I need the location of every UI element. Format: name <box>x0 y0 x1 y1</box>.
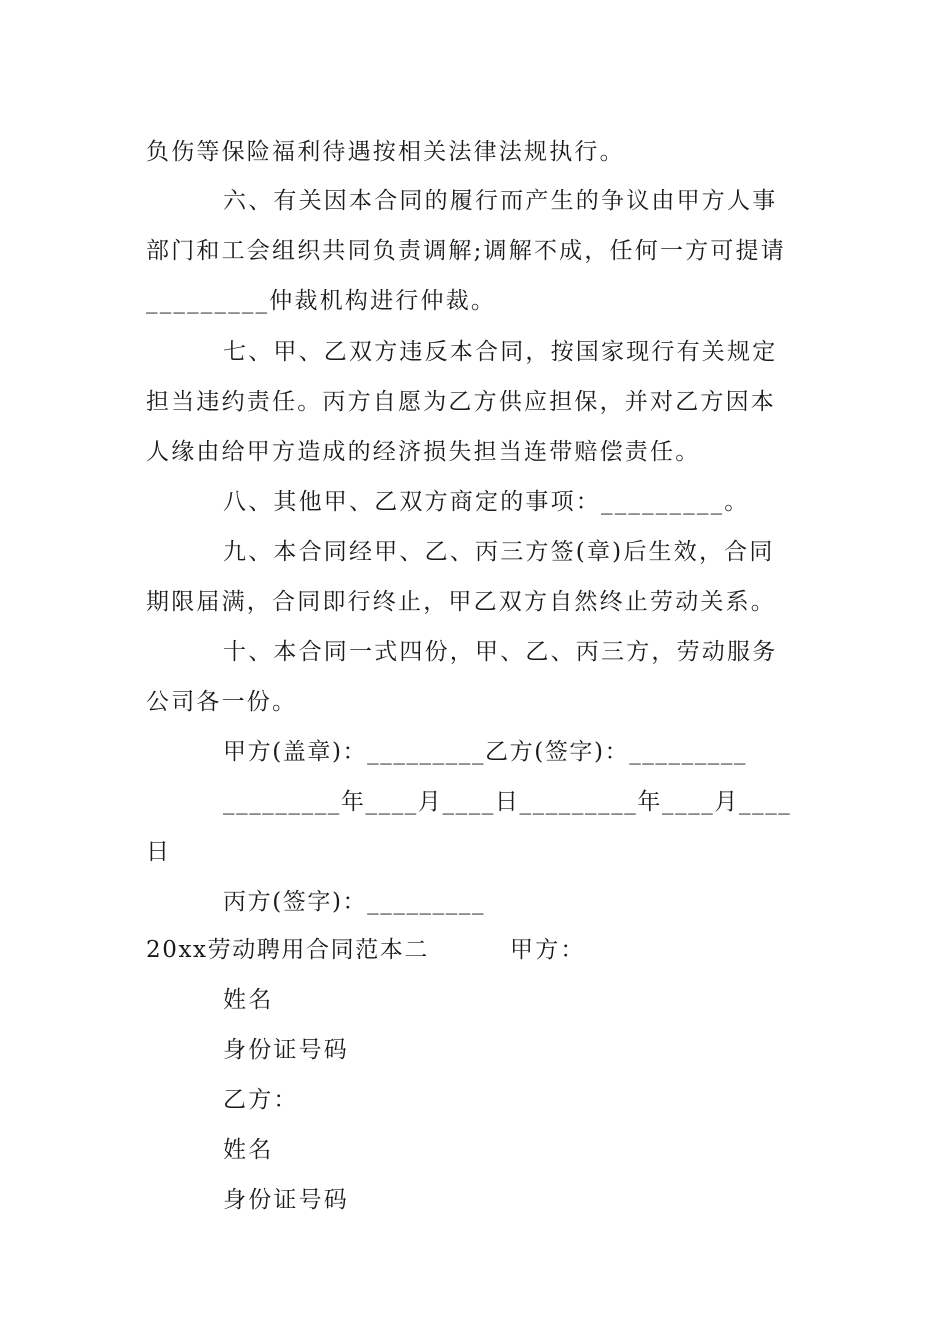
paragraph-line: 公司各一份。 <box>146 689 298 715</box>
clause-seven-line: 七、甲、乙双方违反本合同，按国家现行有关规定 <box>223 339 778 365</box>
paragraph-line: 期限届满，合同即行终止，甲乙双方自然终止劳动关系。 <box>146 589 776 615</box>
clause-six-line: 六、有关因本合同的履行而产生的争议由甲方人事 <box>223 188 778 214</box>
party-b-id-label: 身份证号码 <box>223 1187 349 1213</box>
party-b-label: 乙方： <box>223 1087 299 1113</box>
paragraph-line: 担当违约责任。丙方自愿为乙方供应担保，并对乙方因本 <box>146 389 776 415</box>
date-line-end: 日 <box>146 839 172 865</box>
paragraph-line: 人缘由给甲方造成的经济损失担当连带赔偿责任。 <box>146 439 701 465</box>
paragraph-line: _________仲裁机构进行仲裁。 <box>146 288 497 314</box>
party-a-id-label: 身份证号码 <box>223 1037 349 1063</box>
signature-line-party-c: 丙方(签字)：_________ <box>223 889 486 915</box>
party-b-name-label: 姓名 <box>223 1137 274 1163</box>
party-a-label: 甲方： <box>510 937 586 963</box>
clause-eight-line: 八、其他甲、乙双方商定的事项：_________。 <box>223 489 750 515</box>
signature-line-party-a-b: 甲方(盖章)：_________乙方(签字)：_________ <box>223 739 748 765</box>
paragraph-line: 部门和工会组织共同负责调解;调解不成，任何一方可提请 <box>146 238 786 264</box>
clause-nine-line: 九、本合同经甲、乙、丙三方签(章)后生效，合同 <box>223 539 775 565</box>
party-a-name-label: 姓名 <box>223 987 274 1013</box>
clause-ten-line: 十、本合同一式四份，甲、乙、丙三方，劳动服务 <box>223 639 778 665</box>
sample-two-title: 20xx劳动聘用合同范本二 <box>146 937 430 963</box>
date-line: _________年____月____日_________年____月____ <box>223 789 792 815</box>
paragraph-line: 负伤等保险福利待遇按相关法律法规执行。 <box>146 139 625 165</box>
